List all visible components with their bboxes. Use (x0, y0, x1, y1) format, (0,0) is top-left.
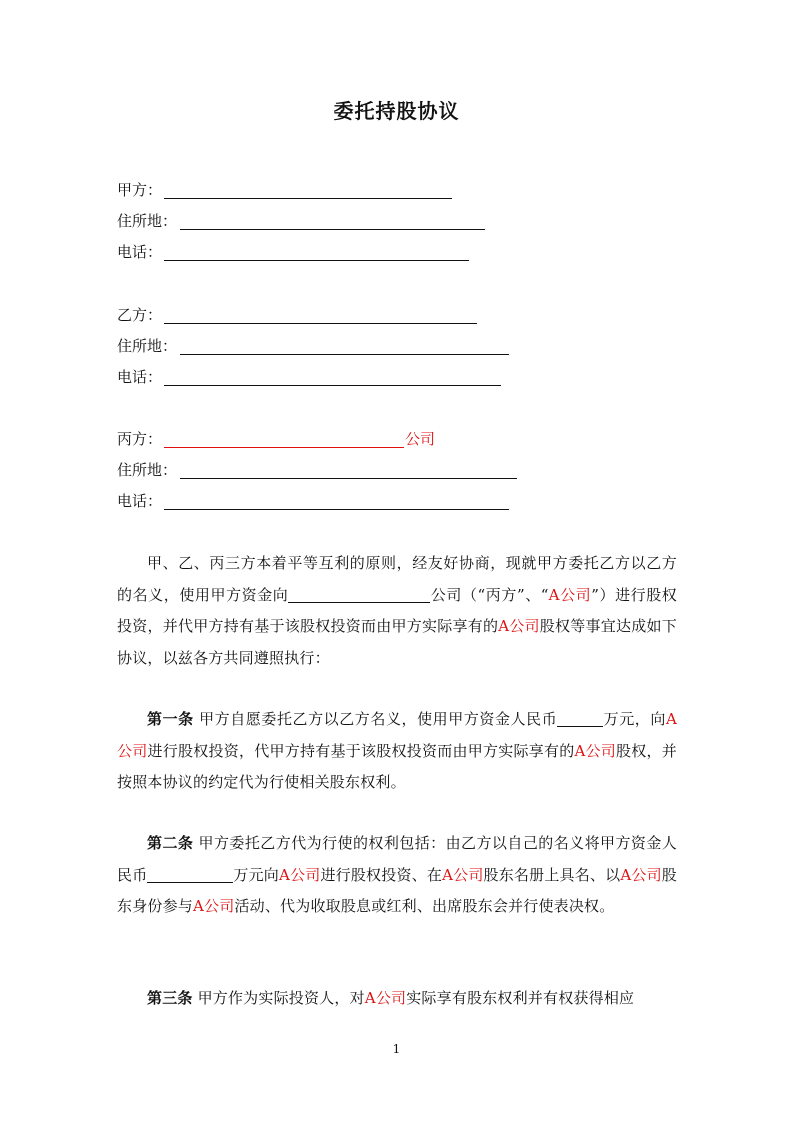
company-name: A公司 (548, 585, 592, 604)
party-a-address-line[interactable] (180, 229, 485, 230)
preamble-company-blank[interactable] (288, 584, 430, 603)
preamble-text-1: 甲、乙、丙三方本着平等互利的原则，经友好协商，现就甲方委托乙方以乙方的名义，使用甲方资金向 (117, 554, 677, 604)
party-c-phone-line[interactable] (164, 509, 509, 510)
article-1-paragraph (117, 704, 677, 799)
company-name: A公司 (442, 865, 484, 884)
party-b-phone-label: 电话： (117, 368, 163, 386)
party-b-address-line[interactable] (180, 354, 509, 355)
party-a-address-label: 住所地： (117, 212, 178, 230)
party-c-label: 丙方： (117, 430, 163, 448)
company-name: A公司 (117, 710, 677, 760)
article-1-text-2: 万元，向 (603, 710, 666, 728)
party-a-address-field (117, 209, 177, 233)
party-c-name-field (117, 427, 436, 451)
article-3-text-1: 甲方作为实际投资人，对 (192, 989, 365, 1007)
article-2-text-6: 活动、代为收取股息或红利、出席股东会并行使表决权。 (234, 897, 615, 915)
party-c-address-field (117, 458, 177, 482)
party-c-phone-field (117, 489, 162, 513)
article-2-paragraph (117, 828, 677, 923)
party-b-name-field (117, 303, 162, 327)
article-2-text-1: 甲方委托乙方代为行使的权利包括：由乙方以自己的名义将甲方资金人民币 (117, 834, 677, 884)
article-1-text-3: 进行股权投资，代甲方持有基于该股权投资而由甲方实际享有的 (147, 741, 575, 760)
article-2-text-3: 进行股权投资、在 (320, 865, 443, 884)
company-name: A公司 (364, 989, 407, 1007)
article-3-paragraph (117, 983, 677, 1015)
party-c-company-suffix: 公司 (405, 430, 436, 448)
party-b-phone-line[interactable] (164, 385, 501, 386)
preamble-paragraph (117, 548, 677, 674)
article-1-heading: 第一条 (147, 710, 194, 728)
party-c-address-line[interactable] (180, 478, 517, 479)
company-name: A公司 (279, 865, 321, 884)
article-1-text-1: 甲方自愿委托乙方以乙方名义，使用甲方资金人民币 (193, 710, 558, 728)
party-a-label: 甲方： (117, 181, 163, 199)
party-b-phone-field (117, 365, 162, 389)
company-name: A公司 (498, 617, 540, 635)
company-name: A公司 (193, 897, 235, 915)
party-c-phone-label: 电话： (117, 492, 163, 510)
party-c-name-line[interactable] (164, 447, 404, 448)
party-b-label: 乙方： (117, 306, 163, 324)
party-a-name-field (117, 178, 162, 202)
party-a-name-line[interactable] (164, 198, 452, 199)
article-2-text-5: 股东身份参与 (117, 865, 677, 915)
article-2-text-4: 股东名册上具名、以 (483, 865, 621, 884)
preamble-text-4: 股权等事宜达成如下协议，以兹各方共同遵照执行： (117, 617, 677, 667)
party-a-phone-field (117, 240, 162, 264)
party-b-address-field (117, 334, 177, 358)
article-2-amount-blank[interactable] (147, 864, 233, 883)
company-name: A公司 (574, 741, 617, 760)
company-name: A公司 (620, 865, 662, 884)
article-1-amount-blank[interactable] (557, 708, 603, 727)
preamble-text-2: 公司（“丙方”、“ (430, 585, 549, 604)
article-3-heading: 第三条 (147, 989, 193, 1007)
party-a-phone-label: 电话： (117, 243, 163, 261)
party-a-phone-line[interactable] (164, 260, 469, 261)
document-title: 委托持股协议 (333, 99, 460, 123)
article-3-text-2: 实际享有股东权利并有权获得相应 (406, 989, 635, 1007)
party-b-address-label: 住所地： (117, 337, 178, 355)
article-2-text-2: 万元向 (233, 865, 280, 884)
preamble-text-3: ”）进行股权投资，并代甲方持有基于该股权投资而由甲方实际享有的 (117, 585, 678, 635)
party-b-name-line[interactable] (164, 323, 477, 324)
article-1-text-4: 股权，并按照本协议的约定代为行使相关股东权利。 (117, 741, 677, 791)
page-number: 1 (392, 1042, 401, 1056)
party-c-address-label: 住所地： (117, 461, 178, 479)
article-2-heading: 第二条 (147, 834, 194, 852)
